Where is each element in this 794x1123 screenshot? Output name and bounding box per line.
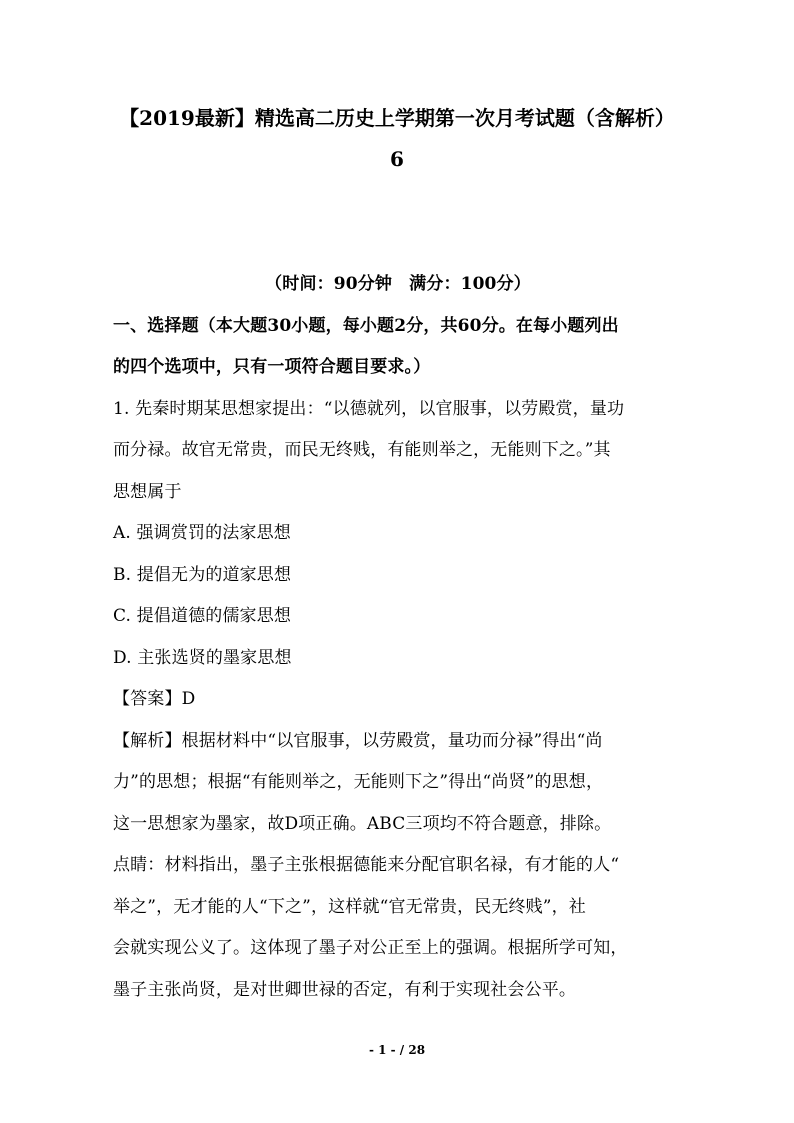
option-b: B. 提倡无为的道家思想: [113, 565, 292, 585]
question-stem-line: 1. 先秦时期某思想家提出：“以德就列，以官服事，以劳殿赏，量功: [113, 399, 625, 419]
document-title-line1: 【2019最新】精选高二历史上学期第一次月考试题（含解析）: [119, 106, 675, 130]
section-heading-line2: 的四个选项中，只有一项符合题目要求。）: [113, 357, 431, 377]
answer-line: 【答案】D: [113, 689, 196, 709]
option-c: C. 提倡道德的儒家思想: [113, 606, 292, 626]
comment-line: 墨子主张尚贤，是对世卿世禄的否定，有利于实现社会公平。: [113, 980, 577, 1000]
option-d: D. 主张选贤的墨家思想: [113, 648, 292, 668]
comment-line: 会就实现公义了。这体现了墨子对公正至上的强调。根据所学可知，: [113, 938, 628, 958]
section-heading-line1: 一、选择题（本大题30小题，每小题2分，共60分。在每小题列出: [113, 316, 619, 336]
analysis-line: 这一思想家为墨家，故D项正确。ABC三项均不符合题意，排除。: [113, 814, 612, 834]
option-a: A. 强调赏罚的法家思想: [113, 523, 291, 543]
comment-line: 举之”，无才能的人“下之”，这样就“官无常贵，民无终贱”，社: [113, 897, 586, 917]
exam-info: （时间：90分钟 满分：100分）: [265, 274, 531, 294]
question-stem-line: 而分禄。故官无常贵，而民无终贱，有能则举之，无能则下之。”其: [113, 440, 611, 460]
comment-line: 点睛：材料指出，墨子主张根据德能来分配官职名禄，有才能的人“: [113, 855, 620, 875]
page-number: - 1 - / 28: [368, 1043, 426, 1057]
document-title-line2: 6: [390, 147, 404, 171]
analysis-line: 【解析】根据材料中“以官服事，以劳殿赏，量功而分禄”得出“尚: [113, 731, 603, 751]
analysis-line: 力”的思想；根据“有能则举之，无能则下之”得出“尚贤”的思想，: [113, 772, 604, 792]
question-stem-line: 思想属于: [113, 482, 182, 502]
